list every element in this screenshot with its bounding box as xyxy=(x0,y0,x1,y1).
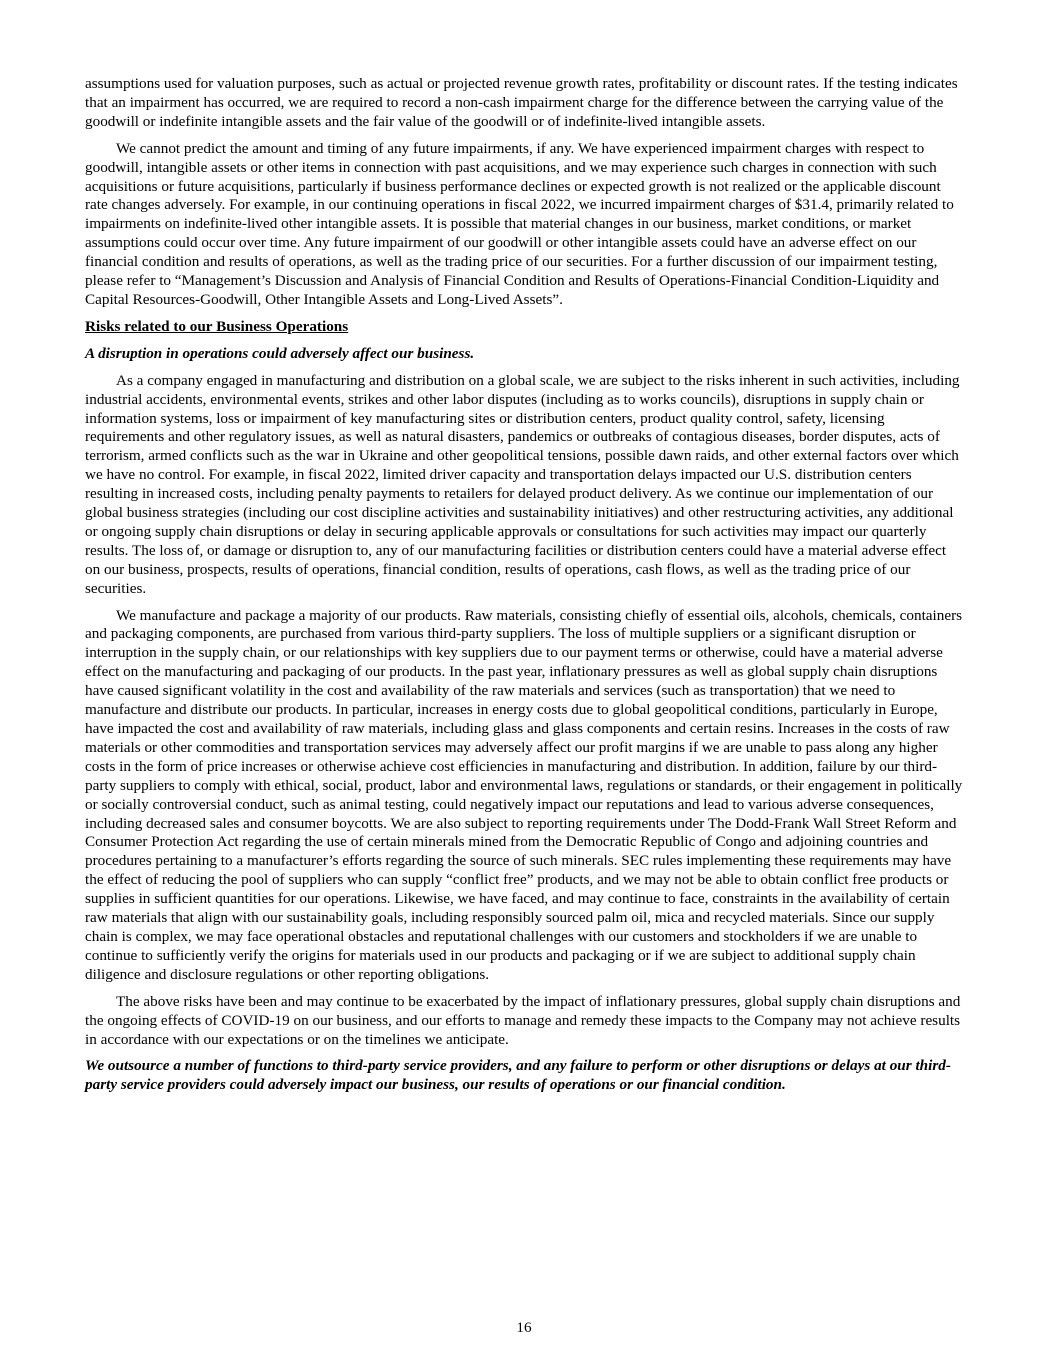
paragraph-exacerbated-risks: The above risks have been and may continue to be exacerbated by the impact of inflationary pressures, global supply chain disruptions and the ongoing effects of COVID-19 on our business, and our efforts to manage and remedy these impacts to the Company may not achieve results in accordance with our expectations or on the timelines we anticipate. xyxy=(85,992,961,1048)
page-number: 16 xyxy=(516,1319,532,1336)
risk-heading-outsourcing: We outsource a number of functions to third-party service providers, and any failure to perform or other disruptions or delays at our third-party service providers could adversely impact our business, our results of operations or our financial condition. xyxy=(85,1057,951,1094)
risk-heading-disruption: A disruption in operations could adversely affect our business. xyxy=(85,344,475,362)
document-page xyxy=(85,75,965,1103)
paragraph-manufacturing-risks: As a company engaged in manufacturing and distribution on a global scale, we are subject to the risks inherent in such activities, including industrial accidents, environmental events, strikes and other labor disputes (including as to works councils), disruptions in supply chain or information systems, loss or impairment of key manufacturing sites or distribution centers, product quality control, safety, licensing requirements and other regulatory issues, as well as natural disasters, pandemics or outbreaks of contagious diseases, border disputes, acts of terrorism, armed conflicts such as the war in Ukraine and other geopolitical tensions, possible dawn raids, and other external factors over which we have no control. For example, in fiscal 2022, limited driver capacity and transportation delays impacted our U.S. distribution centers resulting in increased costs, including penalty payments to retailers for delayed product delivery. As we continue our implementation of our global business strategies (including our cost discipline activities and sustainability initiatives) and other restructuring activities, any additional or ongoing supply chain disruptions or delay in securing applicable approvals or consultations for such activities may impact our quarterly results. The loss of, or damage or disruption to, any of our manufacturing facilities or distribution centers could have a material adverse effect on our business, prospects, results of operations, financial condition, results of operations, cash flows, as well as the trading price of our securities. xyxy=(85,371,960,597)
paragraph-raw-materials: We manufacture and package a majority of our products. Raw materials, consisting chiefly of essential oils, alcohols, chemicals, containers and packaging components, are purchased from various third-party suppliers. The loss of multiple suppliers or a significant disruption or interruption in the supply chain, or our relationships with key suppliers due to our payment terms or otherwise, could have a material adverse effect on the manufacturing and packaging of our products. In the past year, inflationary pressures as well as global supply chain disruptions have caused significant volatility in the cost and availability of the raw materials and services (such as transportation) that we need to manufacture and distribute our products. In particular, increases in energy costs due to global geopolitical conditions, particularly in Europe, have impacted the cost and availability of raw materials, including glass and glass components and certain resins. Increases in the costs of raw materials or other commodities and transportation services may adversely affect our profit margins if we are unable to pass along any higher costs in the form of price increases or otherwise achieve cost efficiencies in manufacturing and distribution. In addition, failure by our third-party suppliers to comply with ethical, social, product, labor and environmental laws, regulations or standards, or their engagement in politically or socially controversial conduct, such as animal testing, could negatively impact our reputations and lead to various adverse consequences, including decreased sales and consumer boycotts. We are also subject to reporting requirements under The Dodd-Frank Wall Street Reform and Consumer Protection Act regarding the use of certain minerals mined from the Democratic Republic of Congo and adjoining countries and procedures pertaining to a manufacturer’s efforts regarding the source of such minerals. SEC rules implementing these requirements may have the effect of reducing the pool of suppliers who can supply “conflict free” products, and we may not be able to obtain conflict free products or supplies in sufficient quantities for our operations. Likewise, we have faced, and may continue to face, constraints in the availability of certain raw materials that align with our sustainability goals, including responsibly sourced palm oil, mica and recycled materials. Since our supply chain is complex, we may face operational obstacles and reputational challenges with our customers and stockholders if we are unable to continue to sufficiently verify the origins for materials used in our products and packaging or if we are subject to additional supply chain diligence and disclosure regulations or other reporting obligations. xyxy=(85,606,963,983)
paragraph-future-impairments: We cannot predict the amount and timing of any future impairments, if any. We have experienced impairment charges with respect to goodwill, intangible assets or other items in connection with past acquisitions, and we may experience such charges in connection with such acquisitions or future acquisitions, particularly if business performance declines or expected growth is not realized or the applicable discount rate changes adversely. For example, in our continuing operations in fiscal 2022, we incurred impairment charges of $31.4, primarily related to impairments on indefinite-lived other intangible assets. It is possible that material changes in our business, market conditions, or market assumptions could occur over time. Any future impairment of our goodwill or other intangible assets could have an adverse effect on our financial condition and results of operations, as well as the trading price of our securities. For a further discussion of our impairment testing, please refer to “Management’s Discussion and Analysis of Financial Condition and Results of Operations-Financial Condition-Liquidity and Capital Resources-Goodwill, Other Intangible Assets and Long-Lived Assets”. xyxy=(85,139,954,308)
paragraph-impairment-assumptions: assumptions used for valuation purposes, such as actual or projected revenue growth rates, profitability or discount rates. If the testing indicates that an impairment has occurred, we are required to record a non-cash impairment charge for the difference between the carrying value of the goodwill or indefinite intangible assets and the fair value of the goodwill or of indefinite-lived intangible assets. xyxy=(85,75,958,130)
section-heading-business-operations: Risks related to our Business Operations xyxy=(85,317,349,335)
